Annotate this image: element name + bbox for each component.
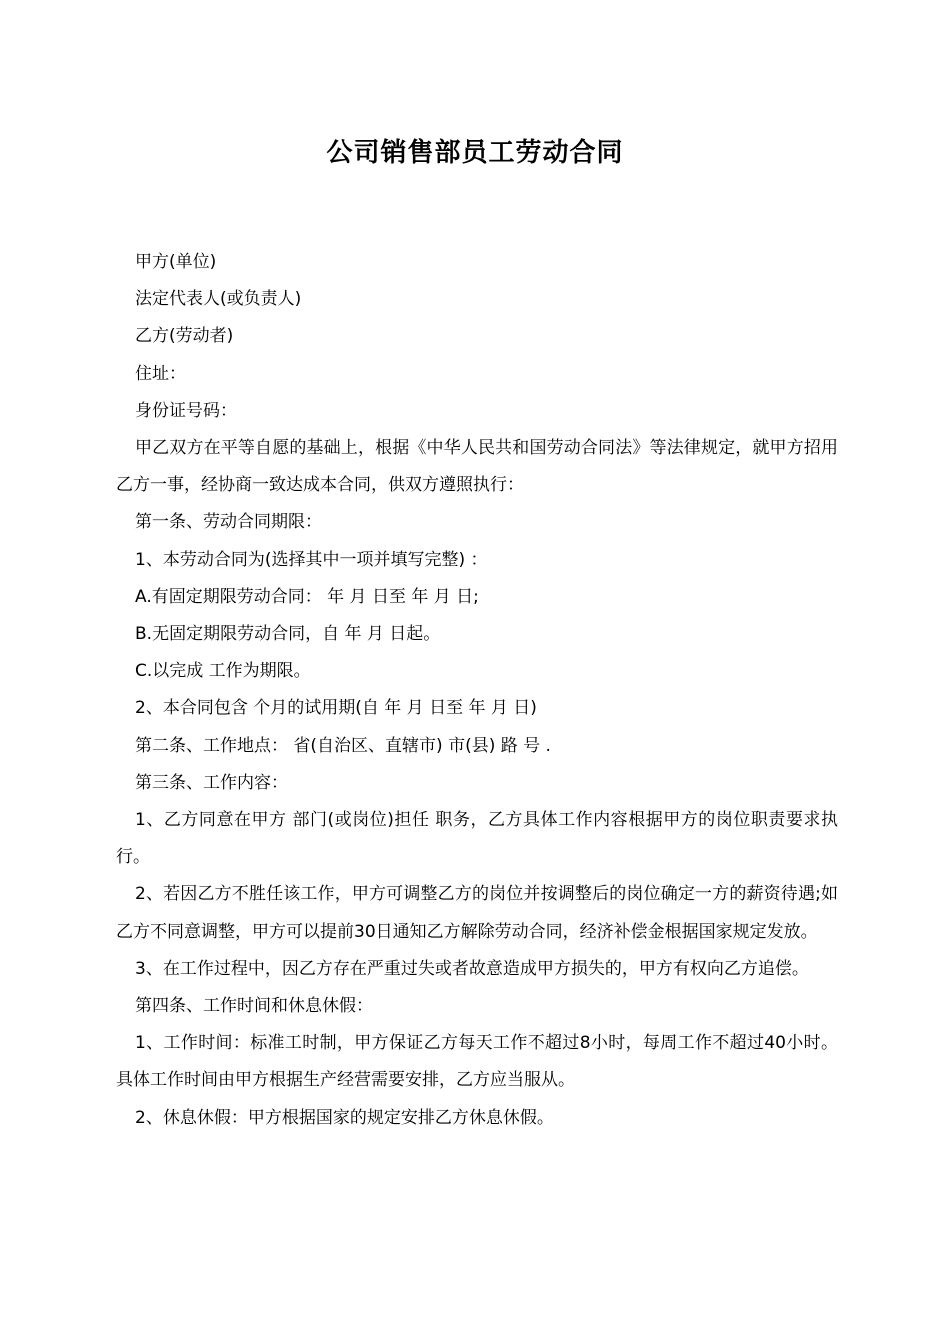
document-body: [116, 244, 838, 1137]
id-number-line: 身份证号码：: [135, 400, 237, 421]
article-3-clause-1: 1、乙方同意在甲方 部门(或岗位)担任 职务，乙方具体工作内容根据甲方的岗位职责要求执行。: [116, 810, 838, 868]
legal-representative-line: 法定代表人(或负责人): [135, 289, 302, 310]
article-1-option-c: C.以完成 工作为期限。: [135, 661, 311, 682]
article-2-line: 第二条、工作地点： 省(自治区、直辖市) 市(县) 路 号 .: [135, 735, 551, 756]
article-4-clause-2: 2、休息休假：甲方根据国家的规定安排乙方休息休假。: [135, 1107, 554, 1128]
article-1-clause-1: 1、本劳动合同为(选择其中一项并填写完整) ：: [135, 549, 488, 570]
document-title: 公司销售部员工劳动合同: [326, 138, 624, 168]
party-a-line: 甲方(单位): [135, 252, 217, 272]
preamble-paragraph: 甲乙双方在平等自愿的基础上，根据《中华人民共和国劳动合同法》等法律规定，就甲方招用乙方一事，经协商一致达成本合同，供双方遵照执行：: [116, 438, 838, 496]
article-1-option-b: B.无固定期限劳动合同，自 年 月 日起。: [135, 624, 441, 645]
party-b-line: 乙方(劳动者): [135, 326, 234, 347]
article-3-heading: 第三条、工作内容：: [135, 772, 288, 793]
article-4-heading: 第四条、工作时间和休息休假：: [135, 996, 373, 1017]
article-1-heading: 第一条、劳动合同期限：: [135, 512, 322, 533]
article-3-clause-2: 2、若因乙方不胜任该工作，甲方可调整乙方的岗位并按调整后的岗位确定一方的薪资待遇;如乙方不同意调整，甲方可以提前30日通知乙方解除劳动合同，经济补偿金根据国家规定发放。: [116, 884, 838, 942]
article-1-option-a: A.有固定期限劳动合同： 年 月 日至 年 月 日;: [135, 586, 479, 607]
address-line: 住址：: [135, 363, 186, 384]
article-3-clause-3: 3、在工作过程中，因乙方存在严重过失或者故意造成甲方损失的，甲方有权向乙方追偿。: [135, 958, 809, 979]
article-4-clause-1: 1、工作时间：标准工时制，甲方保证乙方每天工作不超过8小时，每周工作不超过40小时。具体工作时间由甲方根据生产经营需要安排，乙方应当服从。: [116, 1033, 838, 1091]
article-1-clause-2: 2、本合同包含 个月的试用期(自 年 月 日至 年 月 日): [135, 698, 537, 719]
